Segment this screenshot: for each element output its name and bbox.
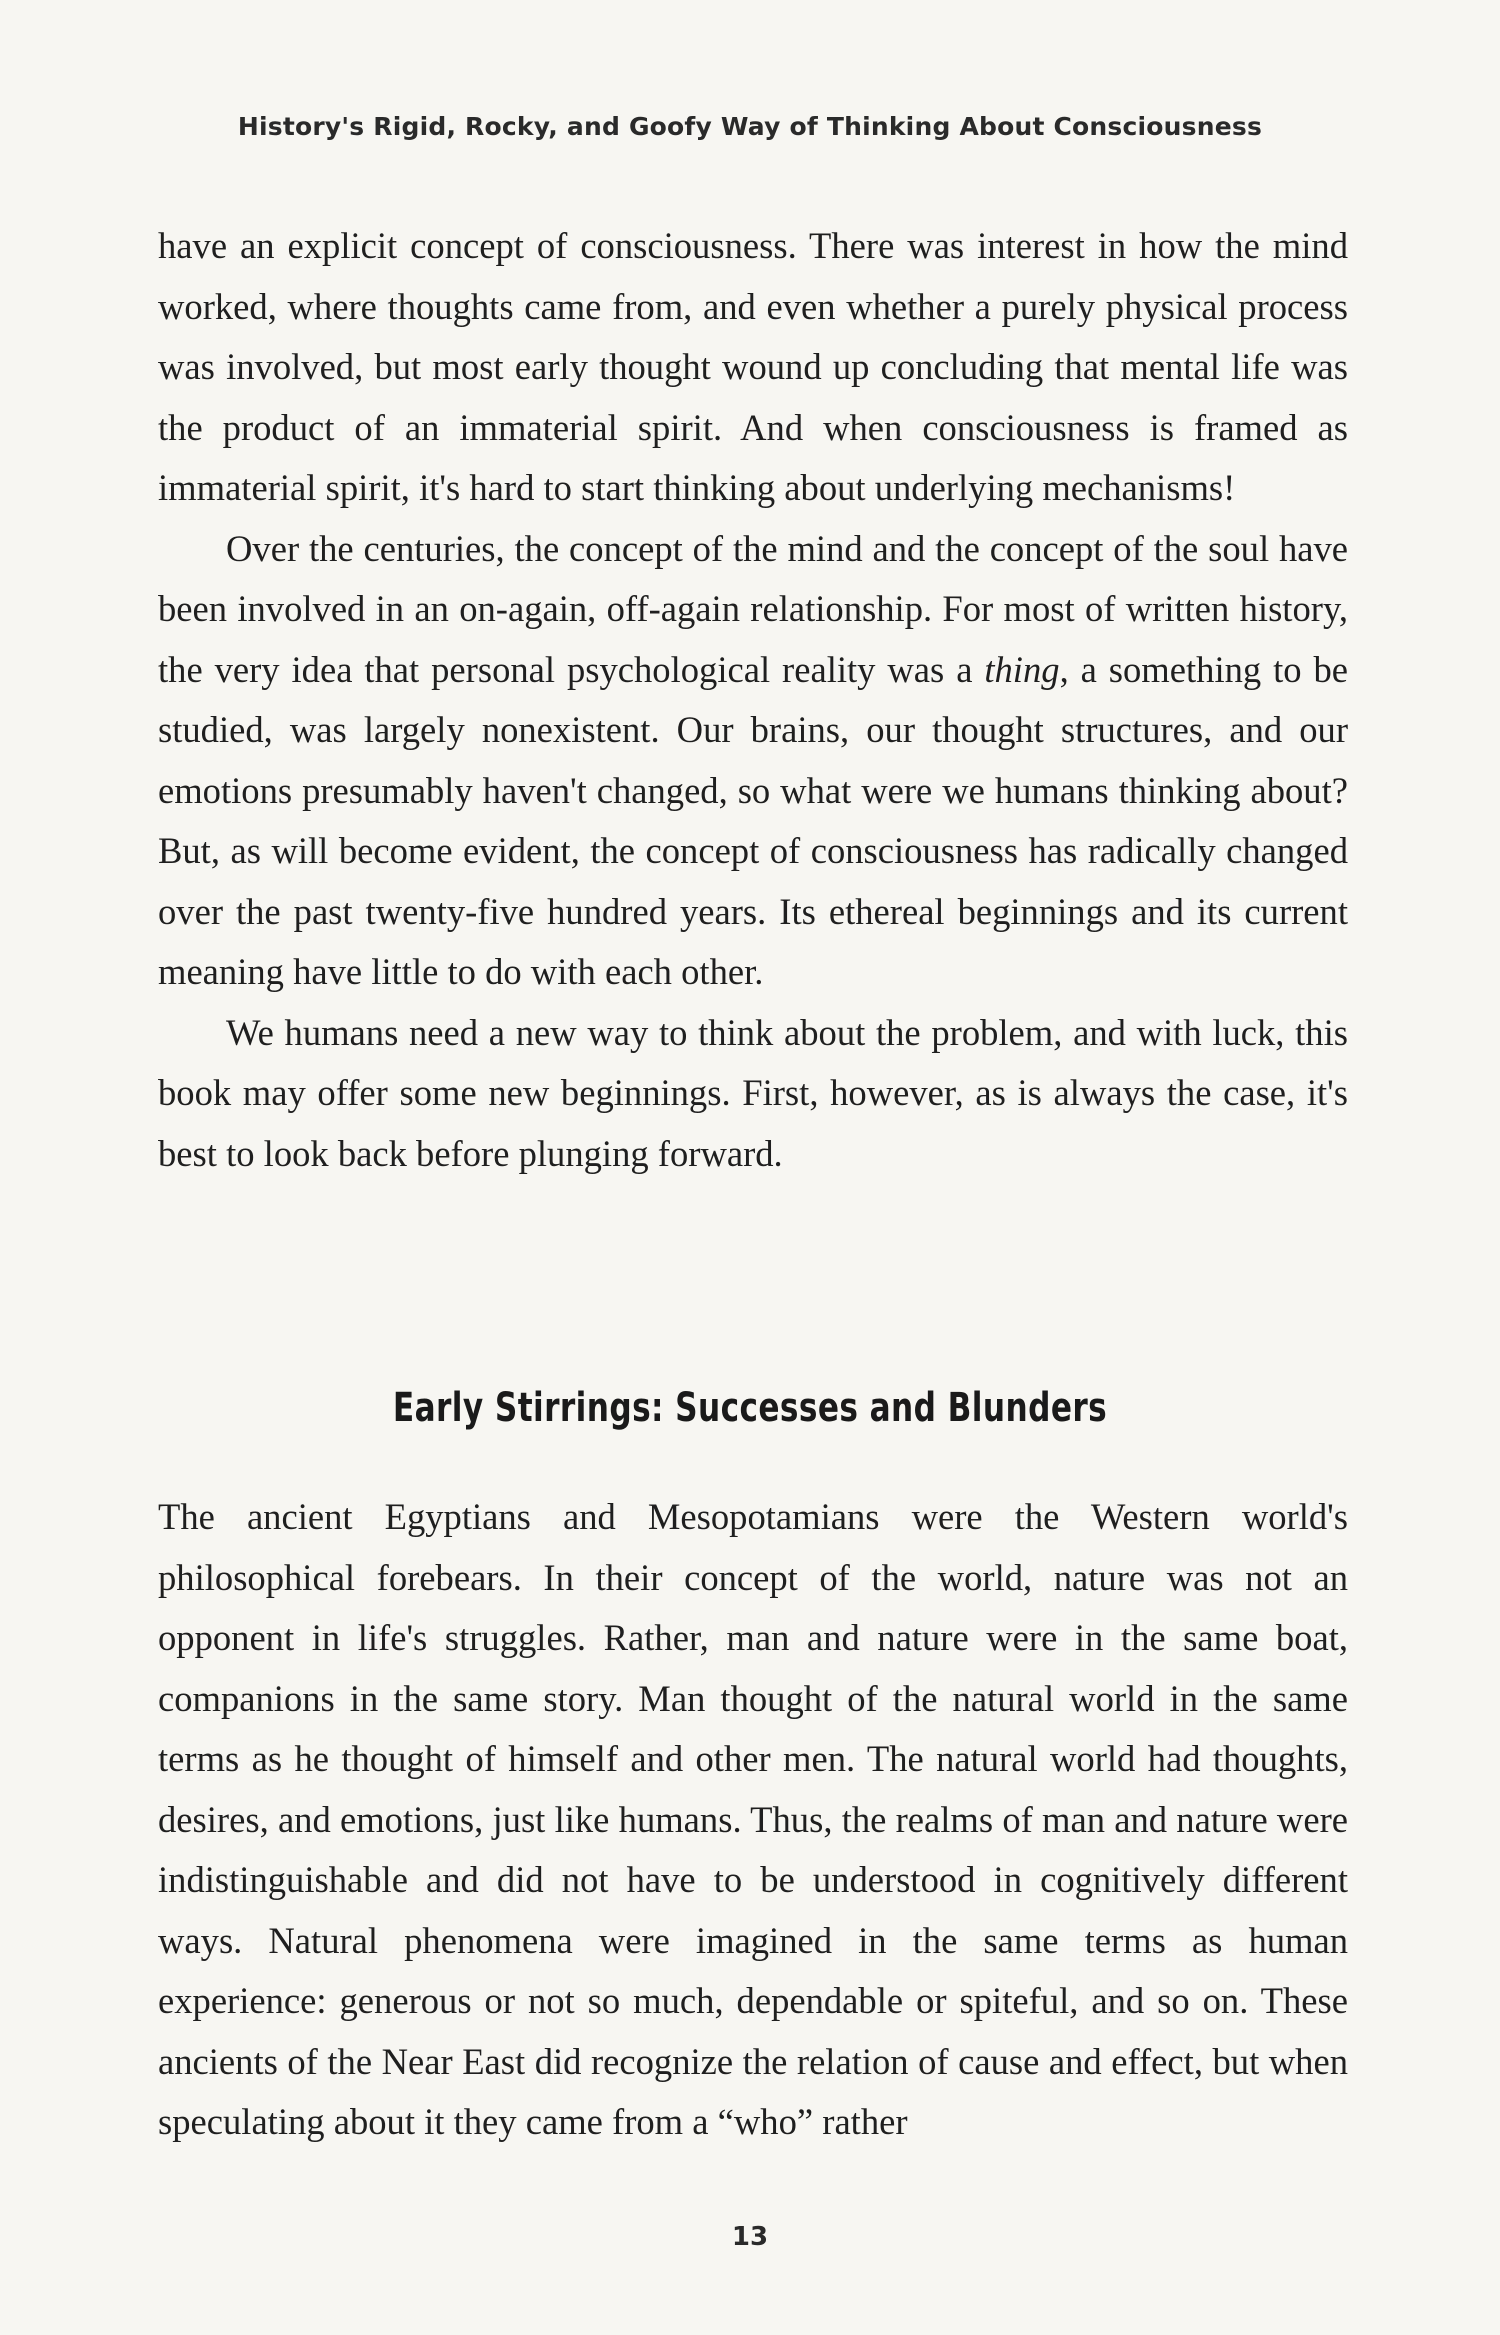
paragraph-text-after-emphasis: , a something to be studied, was largely nonexistent. Our brains, our thought structures, and our emotions presumably haven't changed, so what were we humans thinking about? But, as will become evident, the concept of consciousness has radically changed over the past twenty-five hundred years. Its ethereal beginnings and its current meaning have little to do with each other. (158, 648, 1348, 992)
emphasis-word: thing (984, 648, 1060, 690)
running-head: History's Rigid, Rocky, and Goofy Way of Thinking About Consciousness (237, 112, 1263, 141)
section-heading: Early Stirrings: Successes and Blunders (392, 1385, 1108, 1431)
paragraph-new-way: We humans need a new way to think about the problem, and with luck, this book may offer some new beginnings. First, however, as is always the case, it's best to look back before plunging forward. (158, 1011, 1348, 1174)
paragraph-mind-and-soul (158, 519, 1348, 1003)
body-text-bottom (158, 1487, 1348, 2153)
paragraph-continued: have an explicit concept of consciousness. There was interest in how the mind worked, where thoughts came from, and even whether a purely physical process was involved, but most early thought wound up concluding that mental life was the product of an immaterial spirit. And when consciousness is framed as immaterial spirit, it's hard to start thinking about underlying mechanisms! (158, 225, 1348, 508)
page-number: 13 (731, 2222, 769, 2252)
paragraph-text-before-emphasis: Over the centuries, the concept of the mind and the concept of the soul have been involved in an on-again, off-again relationship. For most of written history, the very idea that personal psychological reality was a (158, 527, 1348, 690)
paragraph-ancient-egyptians: The ancient Egyptians and Mesopotamians were the Western world's philosophical forebears. In their concept of the world, nature was not an opponent in life's struggles. Rather, man and nature were in the same boat, companions in the same story. Man thought of the natural world in the same terms as he thought of himself and other men. The natural world had thoughts, desires, and emotions, just like humans. Thus, the realms of man and nature were indistinguishable and did not have to be understood in cognitively different ways. Natural phenomena were imagined in the same terms as human experience: generous or not so much, dependable or spiteful, and so on. These ancients of the Near East did recognize the relation of cause and effect, but when speculating about it they came from a “who” rather (158, 1496, 1348, 2142)
body-text-top (158, 216, 1348, 1184)
